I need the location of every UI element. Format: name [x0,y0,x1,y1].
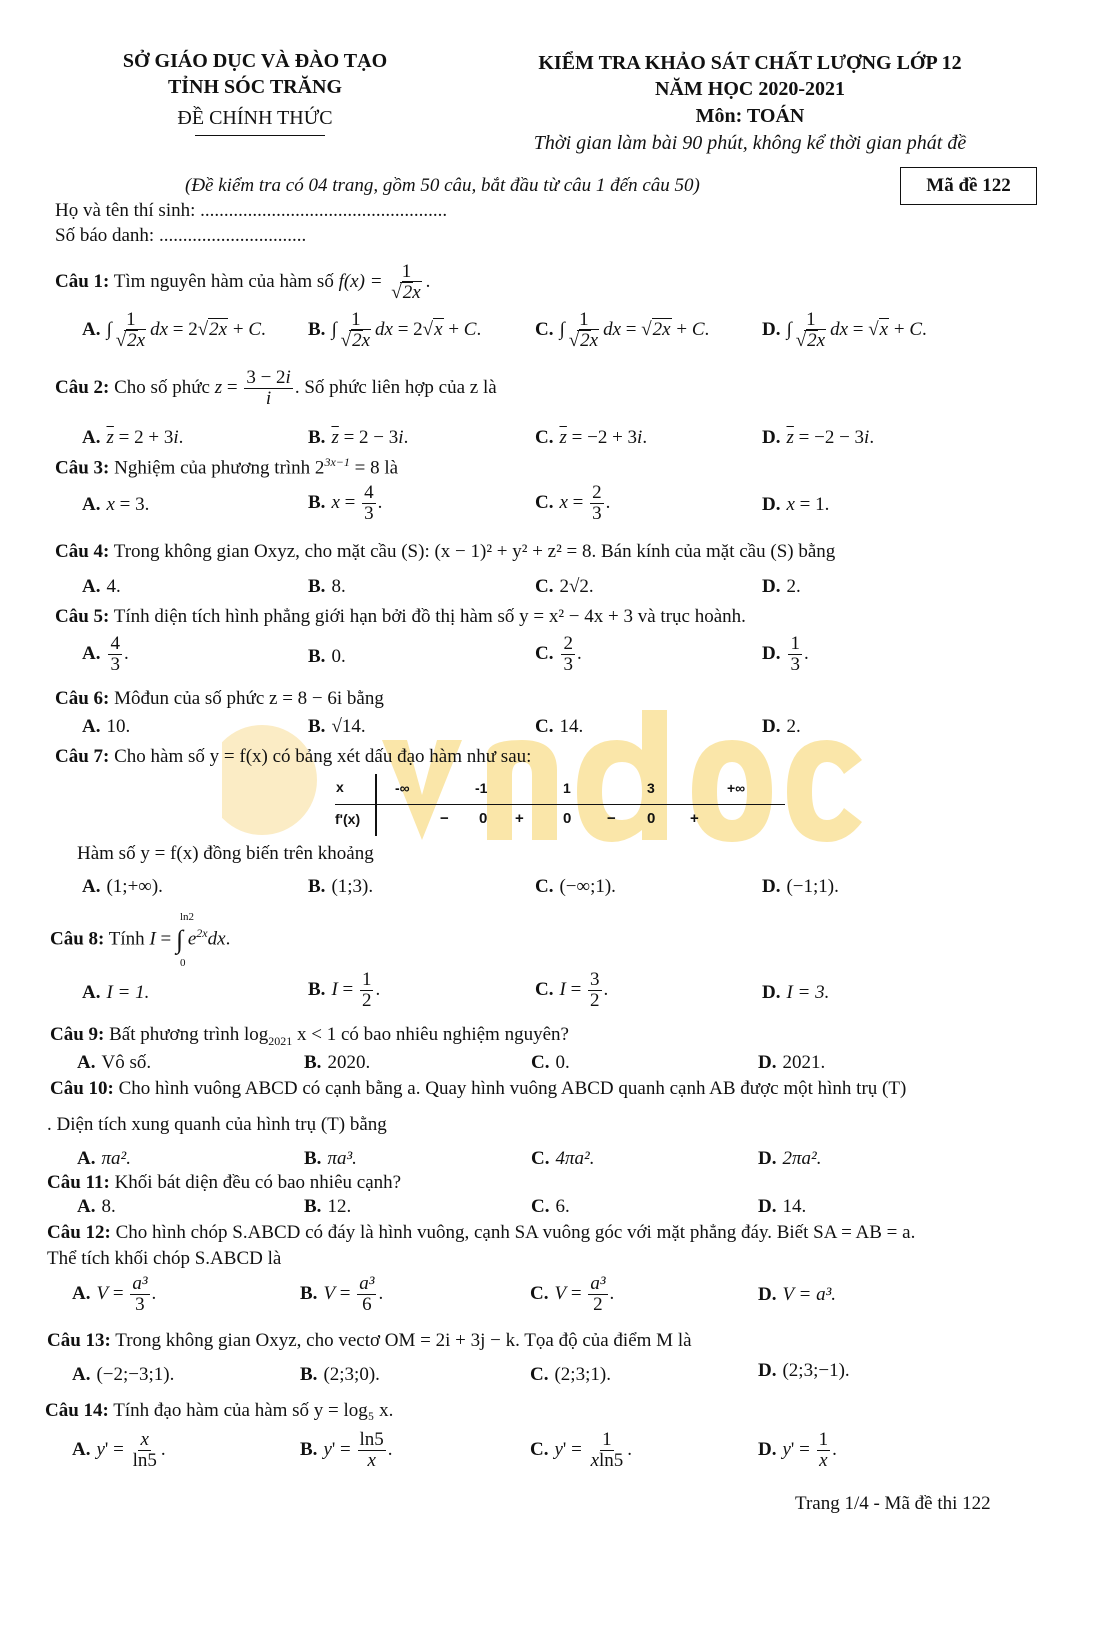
question-5: Câu 5: Tính diện tích hình phẳng giới hạn bởi đồ thị hàm số y = x² − 4x + 3 và trục hoành. [55,606,746,627]
q10-followup: . Diện tích xung quanh của hình trụ (T) bằng [47,1114,387,1135]
q1-option-c[interactable]: C. ∫ $\frac{1}{√2x}$ dx = √2x + C. [535,309,710,351]
q12-option-d[interactable]: D. V = a³. [758,1284,837,1305]
table-val: 3 [647,780,655,796]
q8-option-b[interactable]: B. I = $\frac{1}{2}$ . [308,969,381,1011]
table-val: -∞ [395,780,410,796]
table-x-label: x [336,779,344,795]
q5-option-a[interactable]: A. $\frac{4}{3}$ . [82,633,129,675]
q4-option-b[interactable]: B. 8. [308,576,346,597]
q12-option-c[interactable]: C. V = $\frac{\text{a³}}{2}$ . [530,1273,615,1315]
q7-followup: Hàm số y = f(x) đồng biến trên khoảng [77,843,374,864]
q4-option-c[interactable]: C. 2√2. [535,576,594,597]
question-4: Câu 4: Trong không gian Oxyz, cho mặt cầu (S): (x − 1)² + y² + z² = 8. Bán kính của mặt cầu (S) bằng [55,541,836,562]
q1-text: Tìm nguyên hàm của hàm số [113,270,334,292]
school-year: NĂM HỌC 2020-2021 [655,78,845,100]
q14-option-a[interactable]: A. y' = $\frac{x}{\ln 5}$ . [72,1429,166,1471]
question-13: Câu 13: Trong không gian Oxyz, cho vectơ OM = 2i + 3j − k. Tọa độ của điểm M là [47,1330,692,1351]
question-2: Câu 2: Cho số phức z = $\frac{3 - 2i}{i}$ . Số phức liên hợp của z là [55,367,497,409]
q9-option-b[interactable]: B. 2020. [304,1052,371,1073]
question-9: Câu 9: Bất phương trình $\log_{2021} x < 1$ có bao nhiêu nghiệm nguyên? [50,1024,569,1048]
q2-option-d[interactable]: D. $\overline{z} = -2 - 3i$. [762,427,875,448]
q6-option-c[interactable]: C. 14. [535,716,584,737]
q8-option-d[interactable]: D. I = 3. [762,982,830,1003]
q10-option-d[interactable]: D. 2πa². [758,1148,822,1169]
q11-option-b[interactable]: B. 12. [304,1196,352,1217]
q12-followup: Thể tích khối chóp S.ABCD là [47,1248,282,1269]
q8-option-a[interactable]: A. I = 1. [82,982,150,1003]
q14-option-c[interactable]: C. y' = $\frac{1}{xln5}$ . [530,1429,633,1471]
q7-option-b[interactable]: B. (1;3). [308,876,374,897]
q6-option-b[interactable]: B. √14. [308,716,366,737]
time-note: Thời gian làm bài 90 phút, không kể thời gian phát đề [533,132,967,154]
question-8: Câu 8: Tính I = ∫ ln2 0 $e^{2x}dx$. [50,911,231,969]
q3-option-a[interactable]: A. x = 3. [82,494,150,515]
q7-option-c[interactable]: C. (−∞;1). [535,876,616,897]
q2-option-b[interactable]: B. $\overline{z} = 2 - 3i$. [308,427,409,448]
q6-option-a[interactable]: A. 10. [82,716,131,737]
question-10: Câu 10: Cho hình vuông ABCD có cạnh bằng a. Quay hình vuông ABCD quanh cạnh AB được một hình trụ (T) [50,1078,907,1099]
sign-table-row-x [335,778,377,796]
table-sign: + [690,810,699,827]
q9-option-c[interactable]: C. 0. [531,1052,570,1073]
sign-table-hline [335,804,785,805]
q3-option-c[interactable]: C. x = $\frac{2}{3}$ . [535,482,611,524]
province-title: TỈNH SÓC TRĂNG [167,76,343,98]
exam-note: (Đề kiểm tra có 04 trang, gồm 50 câu, bắt đầu từ câu 1 đến câu 50) [185,175,700,196]
q14-option-d[interactable]: D. y' = $\frac{1}{x}$ . [758,1429,837,1471]
q5-option-b[interactable]: B. 0. [308,646,346,667]
q10-option-c[interactable]: C. 4πa². [531,1148,595,1169]
candidate-id-line: Số báo danh: ............................... [55,225,307,246]
dept-title: SỞ GIÁO DỤC VÀ ĐÀO TẠO [122,50,388,72]
q13-option-b[interactable]: B. (2;3;0). [300,1364,380,1385]
exam-code-box: Mã đề 122 [900,167,1037,205]
table-val: +∞ [727,780,746,796]
question-14: Câu 14: Tính đạo hàm của hàm số y = log₅ x. [45,1400,394,1421]
q8-option-c[interactable]: C. I = $\frac{3}{2}$ . [535,969,609,1011]
q4-option-a[interactable]: A. 4. [82,576,121,597]
q10-option-a[interactable]: A. πa². [77,1148,131,1169]
table-sign: 0 [647,810,656,827]
table-sign: − [607,810,616,827]
q12-option-a[interactable]: A. V = $\frac{\text{a³}}{3}$ . [72,1273,157,1315]
table-fx-label: f'(x) [335,811,361,827]
q1-option-b[interactable]: B. ∫ $\frac{1}{√2x}$ dx = 2√x + C. [308,309,482,351]
q12-option-b[interactable]: B. V = $\frac{\text{a³}}{6}$ . [300,1273,384,1315]
candidate-name-line: Họ và tên thí sinh: .................................................... [55,200,448,221]
q11-option-a[interactable]: A. 8. [77,1196,116,1217]
q3-option-b[interactable]: B. x = $\frac{4}{3}$ . [308,482,383,524]
table-sign: 0 [563,810,572,827]
table-val: -1 [475,780,488,796]
q6-option-d[interactable]: D. 2. [762,716,801,737]
sign-table [335,774,785,836]
page-footer: Trang 1/4 - Mã đề thi 122 [795,1493,991,1514]
q13-option-d[interactable]: D. (2;3;−1). [758,1360,850,1381]
q10-option-b[interactable]: B. πa³. [304,1148,357,1169]
q14-option-b[interactable]: B. y' = $\frac{\ln 5}{x}$ . [300,1429,393,1471]
question-7: Câu 7: Cho hàm số y = f(x) có bảng xét dấu đạo hàm như sau: [55,746,532,767]
q1-option-a[interactable]: A. ∫ $\frac{1}{√2x}$ dx = 2√2x + C. [82,309,266,351]
q1-label: Câu 1: [55,270,110,292]
question-6: Câu 6: Môđun của số phức z = 8 − 6i bằng [55,688,384,709]
official-label: ĐỀ CHÍNH THỨC [177,107,333,129]
exam-title: KIỂM TRA KHẢO SÁT CHẤT LƯỢNG LỚP 12 [538,52,962,74]
q1-option-d[interactable]: D. ∫ $\frac{1}{√2x}$ dx = √x + C. [762,309,927,351]
q11-option-d[interactable]: D. 14. [758,1196,807,1217]
question-1: Câu 1: Tìm nguyên hàm của hàm số f(x) = $\frac{1}{√2x}$ . [55,261,431,303]
q13-option-a[interactable]: A. (−2;−3;1). [72,1364,175,1385]
q2-option-c[interactable]: C. $\overline{z} = -2 + 3i$. [535,427,648,448]
q7-option-a[interactable]: A. (1;+∞). [82,876,163,897]
subject: Môn: TOÁN [695,105,805,127]
header-underline [195,135,325,136]
q9-option-a[interactable]: A. Vô số. [77,1052,152,1073]
table-val: 1 [563,780,571,796]
q3-option-d[interactable]: D. x = 1. [762,494,830,515]
q9-option-d[interactable]: D. 2021. [758,1052,826,1073]
question-11: Câu 11: Khối bát diện đều có bao nhiêu cạnh? [47,1172,402,1193]
q4-option-d[interactable]: D. 2. [762,576,801,597]
q13-option-c[interactable]: C. (2;3;1). [530,1364,611,1385]
q5-option-d[interactable]: D. $\frac{1}{3}$ . [762,633,809,675]
table-sign: − [440,810,449,827]
q5-option-c[interactable]: C. $\frac{2}{3}$ . [535,633,582,675]
question-12: Câu 12: Cho hình chóp S.ABCD có đáy là hình vuông, cạnh SA vuông góc với mặt phẳng đáy. Biết SA = AB = a. [47,1222,916,1243]
q7-option-d[interactable]: D. (−1;1). [762,876,839,897]
table-sign: + [515,810,524,827]
q11-option-c[interactable]: C. 6. [531,1196,570,1217]
q2-option-a[interactable]: A. $\overline{z} = 2 + 3i$. [82,427,184,448]
question-3: Câu 3: Nghiệm của phương trình $2^{3x-1} = 8$ là [55,455,399,479]
table-sign: 0 [479,810,488,827]
